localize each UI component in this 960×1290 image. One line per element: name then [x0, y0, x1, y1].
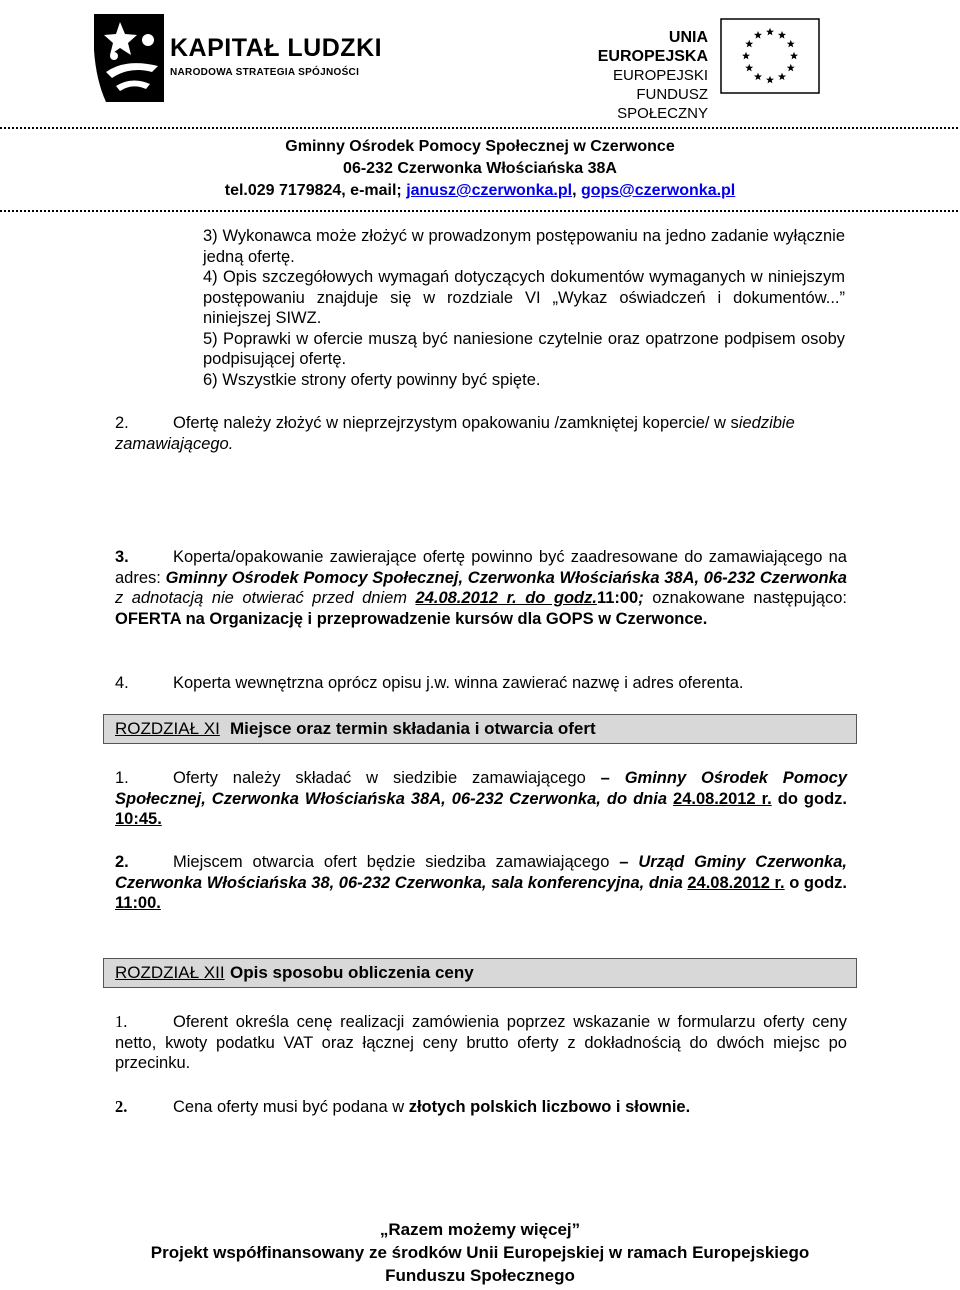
contact-line3	[0, 180, 960, 202]
s11p2-dash: –	[619, 853, 639, 871]
header-divider-bottom	[0, 209, 960, 213]
p2-text: Ofertę należy złożyć w nieprzejrzystym opakowaniu /zamkniętej kopercie/ w s	[173, 414, 739, 432]
p2-italic: iedzibie zamawiającego.	[115, 414, 795, 453]
s11p1-dash: –	[600, 769, 625, 787]
s11p1-date: 24.08.2012 r.	[673, 789, 772, 808]
p3-time: 11:00	[596, 589, 639, 607]
eu-text	[558, 28, 708, 123]
s11p2-text1: Miejscem otwarcia ofert będzie siedziba zamawiającego	[173, 853, 620, 871]
s11p1-text2: do godz.	[771, 789, 847, 808]
item-6: 6) Wszystkie strony oferty powinny być spięte.	[203, 370, 541, 389]
s11p2-text2: o godz.	[784, 873, 847, 892]
p4-text: Koperta wewnętrzna oprócz opisu j.w. winna zawierać nazwę i adres oferenta.	[173, 674, 744, 692]
s12p1-number: 1.	[115, 1012, 128, 1031]
s11p1-address: Gminny Ośrodek Pomocy Społecznej, Czerwonka Włościańska 38A, 06-232 Czerwonka, do dnia	[115, 769, 847, 808]
item-4: 4) Opis szczegółowych wymagań dotyczących dokumentów wymaganych w niniejszym postępowaniu znajduje się w rozdziale VI „Wykaz oświadczeń i dokumentów...” niniejszej SIWZ.	[203, 268, 845, 327]
paragraph-4	[115, 673, 847, 694]
section-11-title: Miejsce oraz termin składania i otwarcia ofert	[230, 719, 596, 738]
p3-number: 3.	[115, 548, 129, 566]
eu-flag-icon	[720, 18, 820, 94]
s12p2-number: 2.	[115, 1097, 128, 1116]
page-header	[0, 0, 960, 128]
eu-line2: EUROPEJSKI	[612, 67, 708, 84]
section-12-header	[103, 958, 857, 988]
s12p2-bold: złotych polskich liczbowo i słownie.	[408, 1098, 691, 1116]
p3-text3: ;	[638, 589, 653, 607]
contact-sep: ,	[572, 182, 581, 199]
email-link-janusz[interactable]: janusz@czerwonka.pl	[406, 182, 573, 199]
p3-text1: Koperta/opakowanie zawierające ofertę powinno być zaadresowane do zamawiającego na adres:	[115, 548, 847, 587]
p3-text4: oznakowane następująco:	[652, 589, 847, 607]
s11p2-date: 24.08.2012 r.	[687, 873, 785, 892]
section-12-title: Opis sposobu obliczenia ceny	[230, 963, 474, 982]
s11p1-number: 1.	[115, 769, 129, 787]
kl-subtitle: NARODOWA STRATEGIA SPÓJNOŚCI	[170, 67, 360, 78]
s11-paragraph-1	[115, 768, 847, 830]
contact-phone: tel.029 7179824, e-mail;	[224, 182, 407, 199]
p3-text2: z adnotacją nie otwierać przed dniem	[115, 589, 416, 607]
section-12-roman: ROZDZIAŁ XII	[115, 963, 225, 982]
s11-paragraph-2	[115, 852, 847, 914]
contact-line2: 06-232 Czerwonka Włościańska 38A	[343, 160, 617, 177]
p3-address: Gminny Ośrodek Pomocy Społecznej, Czerwonka Włościańska 38A, 06-232 Czerwonka	[165, 568, 847, 587]
s11p2-address: Czerwonka Włościańska 38, 06-232 Czerwonka, sala konferencyjna, dnia	[115, 873, 688, 892]
eu-line1: UNIA EUROPEJSKA	[597, 29, 708, 65]
contact-block	[0, 136, 960, 202]
s11p2-time: 11:00.	[115, 894, 161, 912]
s11p1-time: 10:45.	[115, 810, 162, 828]
p4-number: 4.	[115, 674, 129, 692]
s12-paragraph-1	[115, 1012, 847, 1074]
header-divider-top	[0, 126, 960, 130]
footer-slogan: „Razem możemy więcej”	[379, 1220, 581, 1239]
s11p1-text1: Oferty należy składać w siedzibie zamawiającego	[173, 769, 601, 787]
section-11-roman: ROZDZIAŁ XI	[115, 719, 220, 738]
contact-line1: Gminny Ośrodek Pomocy Społecznej w Czerwonce	[285, 138, 675, 155]
paragraph-3	[115, 547, 847, 629]
s12p1-text: Oferent określa cenę realizacji zamówienia poprzez wskazanie w formularzu oferty ceny netto, kwoty podatku VAT oraz łącznej ceny brutto oferty z dokładnością do dwóch miejsc po przecinku.	[115, 1013, 847, 1072]
item-3: 3) Wykonawca może złożyć w prowadzonym postępowaniu na jedno zadanie wyłącznie jedną ofertę.	[203, 227, 845, 266]
email-link-gops[interactable]: gops@czerwonka.pl	[580, 182, 736, 199]
p3-label: OFERTA na Organizację i przeprowadzenie kursów dla GOPS w Czerwonce.	[115, 609, 708, 628]
s12p2-text: Cena oferty musi być podana w	[173, 1098, 409, 1116]
item-5: 5) Poprawki w ofercie muszą być naniesione czytelnie oraz opatrzone podpisem osoby podpisującej ofertę.	[203, 329, 845, 368]
eu-line3: FUNDUSZ SPOŁECZNY	[617, 86, 708, 122]
p2-number: 2.	[115, 414, 129, 432]
paragraph-2	[115, 413, 847, 454]
p3-date: 24.08.2012 r. do godz.	[415, 589, 597, 607]
s11p2-place: Urząd Gminy Czerwonka,	[638, 853, 847, 871]
s12-paragraph-2	[115, 1097, 847, 1118]
section-11-header	[103, 714, 857, 744]
sub-items-list	[203, 226, 845, 390]
s11p2-number: 2.	[115, 853, 129, 871]
kl-title: KAPITAŁ LUDZKI	[170, 34, 383, 62]
footer-project-line: Projekt współfinansowany ze środków Unii Europejskiej w ramach Europejskiego Funduszu Społecznego	[150, 1243, 810, 1285]
page-footer	[0, 1218, 960, 1287]
